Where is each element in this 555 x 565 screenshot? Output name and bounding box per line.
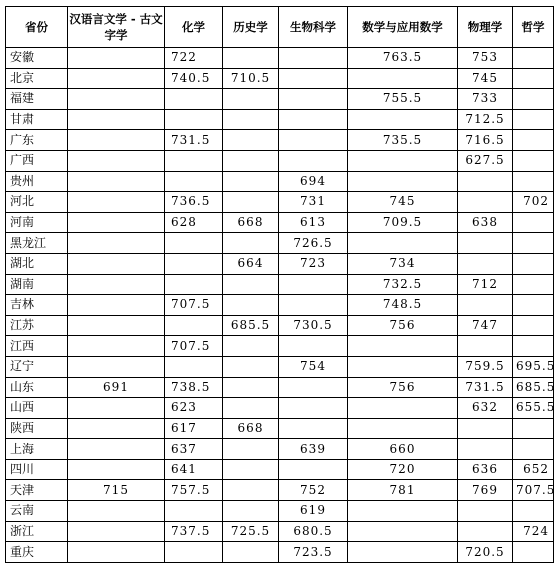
score-cell: 731 bbox=[279, 192, 348, 213]
province-cell: 陕西 bbox=[6, 418, 68, 439]
score-cell: 736.5 bbox=[165, 192, 223, 213]
score-cell: 712.5 bbox=[458, 109, 513, 130]
score-cell bbox=[223, 295, 279, 316]
score-cell: 747 bbox=[458, 315, 513, 336]
score-cell bbox=[513, 295, 554, 316]
score-cell: 707.5 bbox=[513, 480, 554, 501]
score-cell bbox=[68, 315, 165, 336]
score-cell: 769 bbox=[458, 480, 513, 501]
score-cell bbox=[165, 109, 223, 130]
score-cell bbox=[68, 439, 165, 460]
score-cell bbox=[279, 295, 348, 316]
score-cell bbox=[513, 336, 554, 357]
table-row bbox=[6, 48, 554, 69]
score-cell: 685.5 bbox=[223, 315, 279, 336]
score-cell bbox=[348, 521, 458, 542]
score-cell bbox=[223, 377, 279, 398]
score-cell bbox=[223, 192, 279, 213]
score-cell bbox=[279, 48, 348, 69]
score-cell bbox=[458, 171, 513, 192]
score-cell: 639 bbox=[279, 439, 348, 460]
province-cell: 云南 bbox=[6, 501, 68, 522]
province-cell: 浙江 bbox=[6, 521, 68, 542]
score-cell bbox=[165, 171, 223, 192]
province-cell: 广西 bbox=[6, 150, 68, 171]
score-cell bbox=[68, 336, 165, 357]
score-cell: 709.5 bbox=[348, 212, 458, 233]
score-cell: 745 bbox=[458, 68, 513, 89]
score-cell: 637 bbox=[165, 439, 223, 460]
province-cell: 河北 bbox=[6, 192, 68, 213]
table-row bbox=[6, 233, 554, 254]
score-cell: 707.5 bbox=[165, 336, 223, 357]
province-cell: 北京 bbox=[6, 68, 68, 89]
score-cell: 731.5 bbox=[165, 130, 223, 151]
province-cell: 河南 bbox=[6, 212, 68, 233]
score-cell bbox=[513, 274, 554, 295]
header-biology: 生物科学 bbox=[279, 7, 348, 48]
score-table-container bbox=[5, 6, 554, 563]
score-cell bbox=[279, 418, 348, 439]
score-cell: 715 bbox=[68, 480, 165, 501]
score-cell: 710.5 bbox=[223, 68, 279, 89]
score-cell bbox=[279, 68, 348, 89]
score-cell: 731.5 bbox=[458, 377, 513, 398]
province-cell: 黑龙江 bbox=[6, 233, 68, 254]
score-cell bbox=[279, 109, 348, 130]
score-cell: 617 bbox=[165, 418, 223, 439]
score-cell: 660 bbox=[348, 439, 458, 460]
score-cell: 720.5 bbox=[458, 542, 513, 563]
score-cell bbox=[165, 89, 223, 110]
score-cell: 619 bbox=[279, 501, 348, 522]
score-cell bbox=[458, 253, 513, 274]
score-cell bbox=[513, 171, 554, 192]
score-cell bbox=[68, 233, 165, 254]
score-cell bbox=[223, 480, 279, 501]
score-cell: 740.5 bbox=[165, 68, 223, 89]
province-cell: 四川 bbox=[6, 459, 68, 480]
score-cell bbox=[279, 274, 348, 295]
score-cell: 732.5 bbox=[348, 274, 458, 295]
table-row bbox=[6, 192, 554, 213]
score-cell bbox=[165, 233, 223, 254]
score-cell bbox=[279, 459, 348, 480]
province-cell: 重庆 bbox=[6, 542, 68, 563]
province-cell: 安徽 bbox=[6, 48, 68, 69]
score-cell bbox=[458, 336, 513, 357]
table-row bbox=[6, 542, 554, 563]
score-cell: 723.5 bbox=[279, 542, 348, 563]
score-cell: 735.5 bbox=[348, 130, 458, 151]
score-cell bbox=[165, 253, 223, 274]
score-cell bbox=[458, 521, 513, 542]
score-cell bbox=[513, 418, 554, 439]
province-cell: 山东 bbox=[6, 377, 68, 398]
score-cell bbox=[279, 398, 348, 419]
score-cell bbox=[68, 418, 165, 439]
score-cell: 685.5 bbox=[513, 377, 554, 398]
score-cell: 725.5 bbox=[223, 521, 279, 542]
header-chemistry: 化学 bbox=[165, 7, 223, 48]
province-cell: 江苏 bbox=[6, 315, 68, 336]
table-row bbox=[6, 439, 554, 460]
table-row bbox=[6, 253, 554, 274]
score-cell: 756 bbox=[348, 315, 458, 336]
score-cell bbox=[348, 233, 458, 254]
score-cell bbox=[348, 398, 458, 419]
score-cell bbox=[165, 150, 223, 171]
score-cell bbox=[458, 439, 513, 460]
score-cell: 702 bbox=[513, 192, 554, 213]
score-cell bbox=[223, 336, 279, 357]
table-row bbox=[6, 274, 554, 295]
table-row bbox=[6, 418, 554, 439]
score-cell bbox=[68, 253, 165, 274]
score-cell bbox=[223, 459, 279, 480]
score-cell bbox=[458, 501, 513, 522]
table-row bbox=[6, 336, 554, 357]
score-cell bbox=[68, 501, 165, 522]
table-row bbox=[6, 521, 554, 542]
score-cell bbox=[513, 212, 554, 233]
score-cell bbox=[223, 150, 279, 171]
score-cell bbox=[513, 109, 554, 130]
score-cell: 724 bbox=[513, 521, 554, 542]
score-cell bbox=[68, 459, 165, 480]
score-cell: 695.5 bbox=[513, 356, 554, 377]
score-cell bbox=[513, 130, 554, 151]
score-cell bbox=[513, 233, 554, 254]
score-cell bbox=[223, 89, 279, 110]
score-cell bbox=[68, 295, 165, 316]
score-cell bbox=[223, 439, 279, 460]
table-row bbox=[6, 459, 554, 480]
score-cell bbox=[348, 68, 458, 89]
score-cell: 627.5 bbox=[458, 150, 513, 171]
score-cell bbox=[68, 48, 165, 69]
score-cell bbox=[223, 542, 279, 563]
header-mathematics: 数学与应用数学 bbox=[348, 7, 458, 48]
score-cell bbox=[513, 253, 554, 274]
score-cell: 652 bbox=[513, 459, 554, 480]
score-cell bbox=[513, 48, 554, 69]
score-cell: 781 bbox=[348, 480, 458, 501]
score-cell bbox=[223, 130, 279, 151]
score-cell: 668 bbox=[223, 212, 279, 233]
score-cell bbox=[165, 274, 223, 295]
score-cell: 720 bbox=[348, 459, 458, 480]
score-cell bbox=[513, 439, 554, 460]
score-cell: 738.5 bbox=[165, 377, 223, 398]
score-cell bbox=[279, 89, 348, 110]
score-cell bbox=[348, 501, 458, 522]
score-cell bbox=[68, 521, 165, 542]
table-row bbox=[6, 130, 554, 151]
province-cell: 江西 bbox=[6, 336, 68, 357]
score-cell bbox=[68, 274, 165, 295]
score-cell: 726.5 bbox=[279, 233, 348, 254]
province-cell: 广东 bbox=[6, 130, 68, 151]
table-row bbox=[6, 171, 554, 192]
score-cell bbox=[223, 109, 279, 130]
score-cell bbox=[513, 89, 554, 110]
score-cell bbox=[68, 89, 165, 110]
table-row bbox=[6, 89, 554, 110]
table-row bbox=[6, 480, 554, 501]
table-row bbox=[6, 150, 554, 171]
province-cell: 贵州 bbox=[6, 171, 68, 192]
province-cell: 吉林 bbox=[6, 295, 68, 316]
score-cell bbox=[165, 356, 223, 377]
score-cell bbox=[348, 109, 458, 130]
score-cell: 754 bbox=[279, 356, 348, 377]
score-cell: 694 bbox=[279, 171, 348, 192]
score-cell: 745 bbox=[348, 192, 458, 213]
score-cell bbox=[513, 501, 554, 522]
table-row bbox=[6, 109, 554, 130]
score-cell bbox=[68, 109, 165, 130]
score-cell: 730.5 bbox=[279, 315, 348, 336]
score-cell: 716.5 bbox=[458, 130, 513, 151]
score-cell bbox=[223, 501, 279, 522]
score-cell bbox=[68, 212, 165, 233]
score-cell: 707.5 bbox=[165, 295, 223, 316]
province-cell: 辽宁 bbox=[6, 356, 68, 377]
score-cell bbox=[68, 171, 165, 192]
score-cell: 638 bbox=[458, 212, 513, 233]
score-cell: 753 bbox=[458, 48, 513, 69]
province-cell: 甘肃 bbox=[6, 109, 68, 130]
score-cell: 722 bbox=[165, 48, 223, 69]
score-cell: 623 bbox=[165, 398, 223, 419]
header-philosophy: 哲学 bbox=[513, 7, 554, 48]
score-cell bbox=[68, 150, 165, 171]
score-cell: 752 bbox=[279, 480, 348, 501]
header-chinese-paleography: 汉语言文学 - 古文字学 bbox=[68, 7, 165, 48]
score-cell bbox=[68, 68, 165, 89]
score-cell: 636 bbox=[458, 459, 513, 480]
score-cell bbox=[223, 233, 279, 254]
province-cell: 上海 bbox=[6, 439, 68, 460]
score-cell: 655.5 bbox=[513, 398, 554, 419]
score-cell: 748.5 bbox=[348, 295, 458, 316]
table-row bbox=[6, 212, 554, 233]
score-cell: 755.5 bbox=[348, 89, 458, 110]
score-cell: 664 bbox=[223, 253, 279, 274]
score-cell: 691 bbox=[68, 377, 165, 398]
score-cell: 668 bbox=[223, 418, 279, 439]
province-cell: 湖南 bbox=[6, 274, 68, 295]
score-cell bbox=[458, 418, 513, 439]
score-cell bbox=[223, 274, 279, 295]
score-cell bbox=[348, 356, 458, 377]
table-body bbox=[6, 48, 554, 563]
score-cell bbox=[165, 315, 223, 336]
score-cell bbox=[513, 68, 554, 89]
score-cell: 723 bbox=[279, 253, 348, 274]
header-history: 历史学 bbox=[223, 7, 279, 48]
score-cell bbox=[513, 150, 554, 171]
province-cell: 福建 bbox=[6, 89, 68, 110]
table-row bbox=[6, 295, 554, 316]
score-cell bbox=[223, 48, 279, 69]
score-cell bbox=[458, 295, 513, 316]
score-cell bbox=[165, 501, 223, 522]
province-cell: 湖北 bbox=[6, 253, 68, 274]
score-cell: 628 bbox=[165, 212, 223, 233]
score-cell bbox=[458, 192, 513, 213]
score-cell: 613 bbox=[279, 212, 348, 233]
table-row bbox=[6, 68, 554, 89]
score-cell bbox=[68, 192, 165, 213]
score-cell bbox=[348, 171, 458, 192]
province-cell: 山西 bbox=[6, 398, 68, 419]
score-cell bbox=[68, 542, 165, 563]
score-cell bbox=[513, 542, 554, 563]
score-cell: 757.5 bbox=[165, 480, 223, 501]
score-cell bbox=[279, 336, 348, 357]
table-row bbox=[6, 356, 554, 377]
table-row bbox=[6, 501, 554, 522]
table-row bbox=[6, 315, 554, 336]
score-cell bbox=[223, 171, 279, 192]
score-cell: 641 bbox=[165, 459, 223, 480]
province-cell: 天津 bbox=[6, 480, 68, 501]
score-cell bbox=[279, 130, 348, 151]
table-row bbox=[6, 398, 554, 419]
score-cell bbox=[68, 356, 165, 377]
header-physics: 物理学 bbox=[458, 7, 513, 48]
header-province: 省份 bbox=[6, 7, 68, 48]
table-row bbox=[6, 377, 554, 398]
score-cell: 756 bbox=[348, 377, 458, 398]
score-cell: 632 bbox=[458, 398, 513, 419]
score-cell bbox=[458, 233, 513, 254]
score-cell bbox=[348, 542, 458, 563]
score-cell: 763.5 bbox=[348, 48, 458, 69]
score-cell bbox=[68, 398, 165, 419]
score-cell bbox=[223, 398, 279, 419]
score-cell: 759.5 bbox=[458, 356, 513, 377]
score-cell: 734 bbox=[348, 253, 458, 274]
score-table bbox=[5, 6, 554, 563]
score-cell bbox=[279, 150, 348, 171]
score-cell bbox=[165, 542, 223, 563]
score-cell bbox=[348, 150, 458, 171]
score-cell bbox=[513, 315, 554, 336]
score-cell bbox=[223, 356, 279, 377]
score-cell: 712 bbox=[458, 274, 513, 295]
score-cell bbox=[68, 130, 165, 151]
score-cell: 680.5 bbox=[279, 521, 348, 542]
header-row bbox=[6, 7, 554, 48]
score-cell bbox=[348, 418, 458, 439]
score-cell: 737.5 bbox=[165, 521, 223, 542]
score-cell: 733 bbox=[458, 89, 513, 110]
score-cell bbox=[279, 377, 348, 398]
score-cell bbox=[348, 336, 458, 357]
